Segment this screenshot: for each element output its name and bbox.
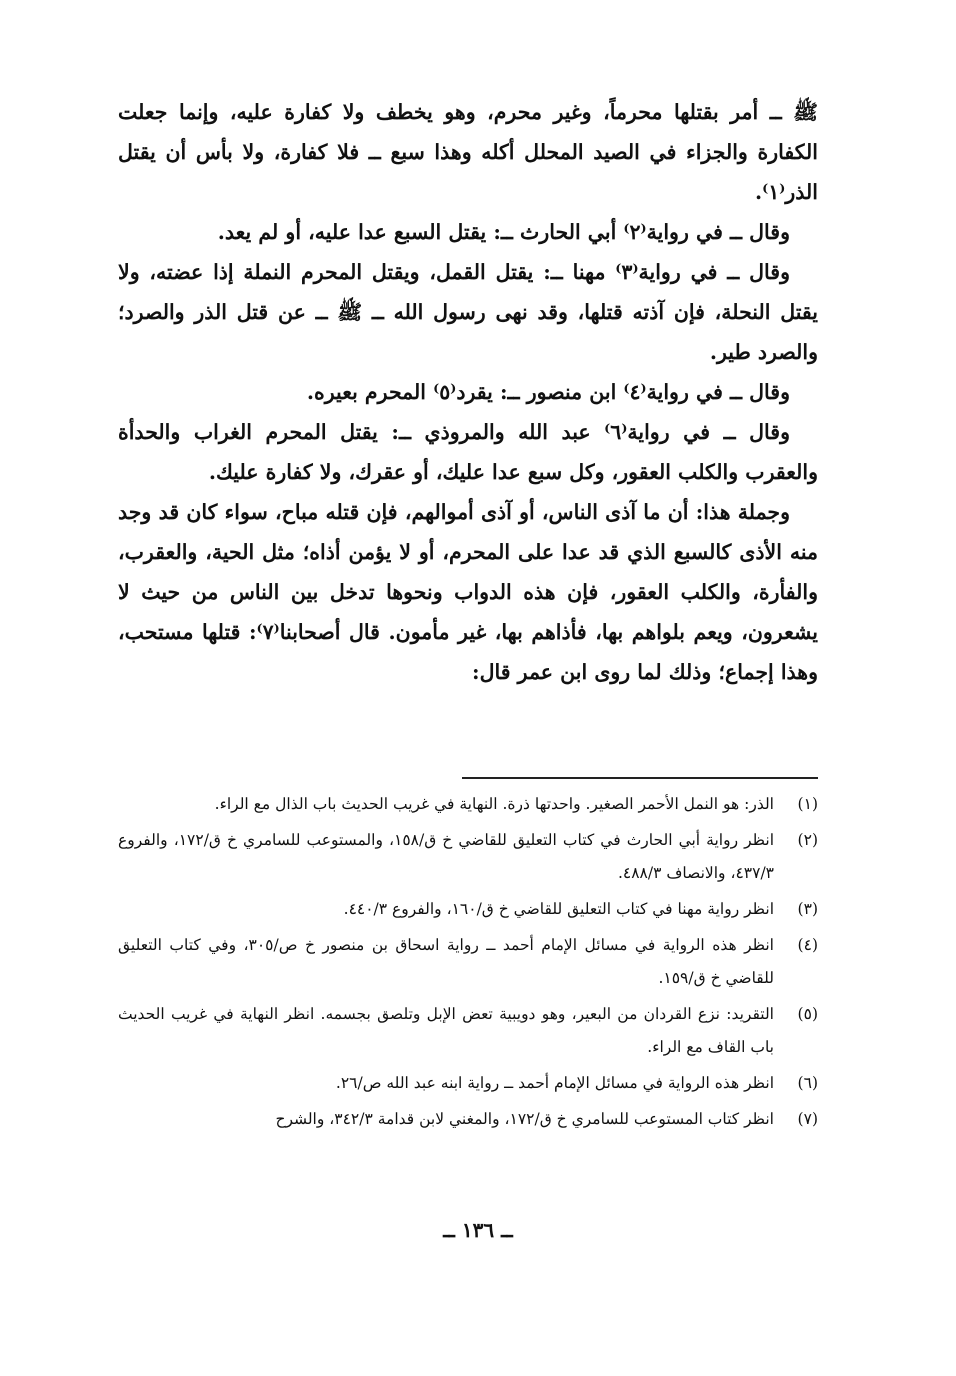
footnote-6 bbox=[118, 1067, 818, 1100]
footnote-number: (٤) bbox=[797, 936, 818, 954]
footnote-number: (٢) bbox=[797, 831, 818, 849]
footnote-text: انظر هذه الرواية في مسائل الإمام أحمد ــ رواية ابنه عبد الله ص/٢٦. bbox=[335, 1074, 774, 1092]
footnote-text: انظر رواية أبي الحارث في كتاب التعليق للقاضي خ ق/١٥٨، والمستوعب للسامري خ ق/١٧٢، والفروع ٤٣٧/٣، والانصاف ٤٨٨/٣. bbox=[118, 831, 775, 882]
footnote-divider bbox=[462, 777, 818, 779]
footnote-number: (٣) bbox=[797, 900, 818, 918]
footnote-4 bbox=[118, 929, 818, 995]
footnote-5 bbox=[118, 998, 818, 1064]
footnote-1 bbox=[118, 788, 818, 821]
footnotes bbox=[118, 788, 818, 1139]
footnote-text: انظر كتاب المستوعب للسامري خ ق/١٧٢، والمغني لابن قدامة ٣٤٢/٣، والشرح bbox=[275, 1110, 774, 1128]
paragraph-2: وقال ــ في رواية⁽٢⁾ أبي الحارث ــ: يقتل السبع عدا عليه، أو لم يعد. bbox=[217, 220, 790, 244]
footnote-number: (٦) bbox=[797, 1074, 818, 1092]
main-text bbox=[118, 92, 818, 692]
footnote-text: التقريد: نزع القردان من البعير، وهو دويبية تعض الإبل وتلصق بجسمه. انظر النهاية في غريب الحديث باب القاف مع الراء. bbox=[118, 1005, 774, 1056]
footnote-2 bbox=[118, 824, 818, 890]
paragraph-5: وقال ــ في رواية⁽٦⁾ عبد الله والمروذي ــ: يقتل المحرم الغراب والحدأة والعقرب والكلب العقور، وكل سبع عدا عليك، أو عقرك، ولا كفارة عليك. bbox=[118, 420, 818, 484]
footnote-3 bbox=[118, 893, 818, 926]
paragraph-4: وقال ــ في رواية⁽٤⁾ ابن منصور ــ: يقرد⁽٥⁾ المحرم بعيره. bbox=[306, 380, 790, 404]
footnote-7 bbox=[118, 1103, 818, 1136]
footnote-text: الذر: هو النمل الأحمر الصغير. واحدتها ذرة. النهاية في غريب الحديث باب الذال مع الراء. bbox=[214, 795, 774, 813]
footnote-text: انظر رواية مهنا في كتاب التعليق للقاضي خ ق/١٦٠، والفروع ٤٤٠/٣. bbox=[343, 900, 774, 918]
paragraph-6: وجملة هذا: أن ما آذى الناس، أو آذى أموالهم، فإن قتله مباح، سواء كان قد وجد منه الأذى كالسبع الذي قد عدا على المحرم، أو لا يؤمن أذاه؛ مثل الحية، والعقرب، والفأرة، والكلب العقور، فإن هذه الدواب ونحوها تدخل بين الناس من حيث لا يشعرون، ويعم بلواهم بها، فأذاهم بها، غير مأمون. قال أصحابنا⁽٧⁾: قتلها مستحب، وهذا إجماع؛ وذلك لما روى ابن عمر قال: bbox=[118, 500, 818, 684]
paragraph-1: ﷺ ــ أمر بقتلها محرماً، وغير محرم، وهو يخطف ولا كفارة عليه، وإنما جعلت الكفارة والجزاء في الصيد المحلل أكله وهذا سبع ــ فلا كفارة، ولا بأس أن يقتل الذر⁽١⁾. bbox=[118, 100, 818, 204]
footnote-number: (٧) bbox=[797, 1110, 818, 1128]
footnote-text: انظر هذه الرواية في مسائل الإمام أحمد ــ رواية اسحاق بن منصور خ ص/٣٠٥، وفي كتاب التعليق للقاضي خ ق/١٥٩. bbox=[118, 936, 774, 987]
footnote-number: (٥) bbox=[797, 1005, 818, 1023]
footnote-number: (١) bbox=[797, 795, 818, 813]
paragraph-3: وقال ــ في رواية⁽٣⁾ مهنا ــ: يقتل القمل، ويقتل المحرم النملة إذا عضته، ولا يقتل النحلة، فإن آذته قتلها، وقد نهى رسول الله ــ ﷺ ــ عن قتل الذر والصرد؛ والصرد طير. bbox=[118, 260, 818, 364]
page-number: ــ ١٣٦ ــ bbox=[443, 1218, 513, 1242]
